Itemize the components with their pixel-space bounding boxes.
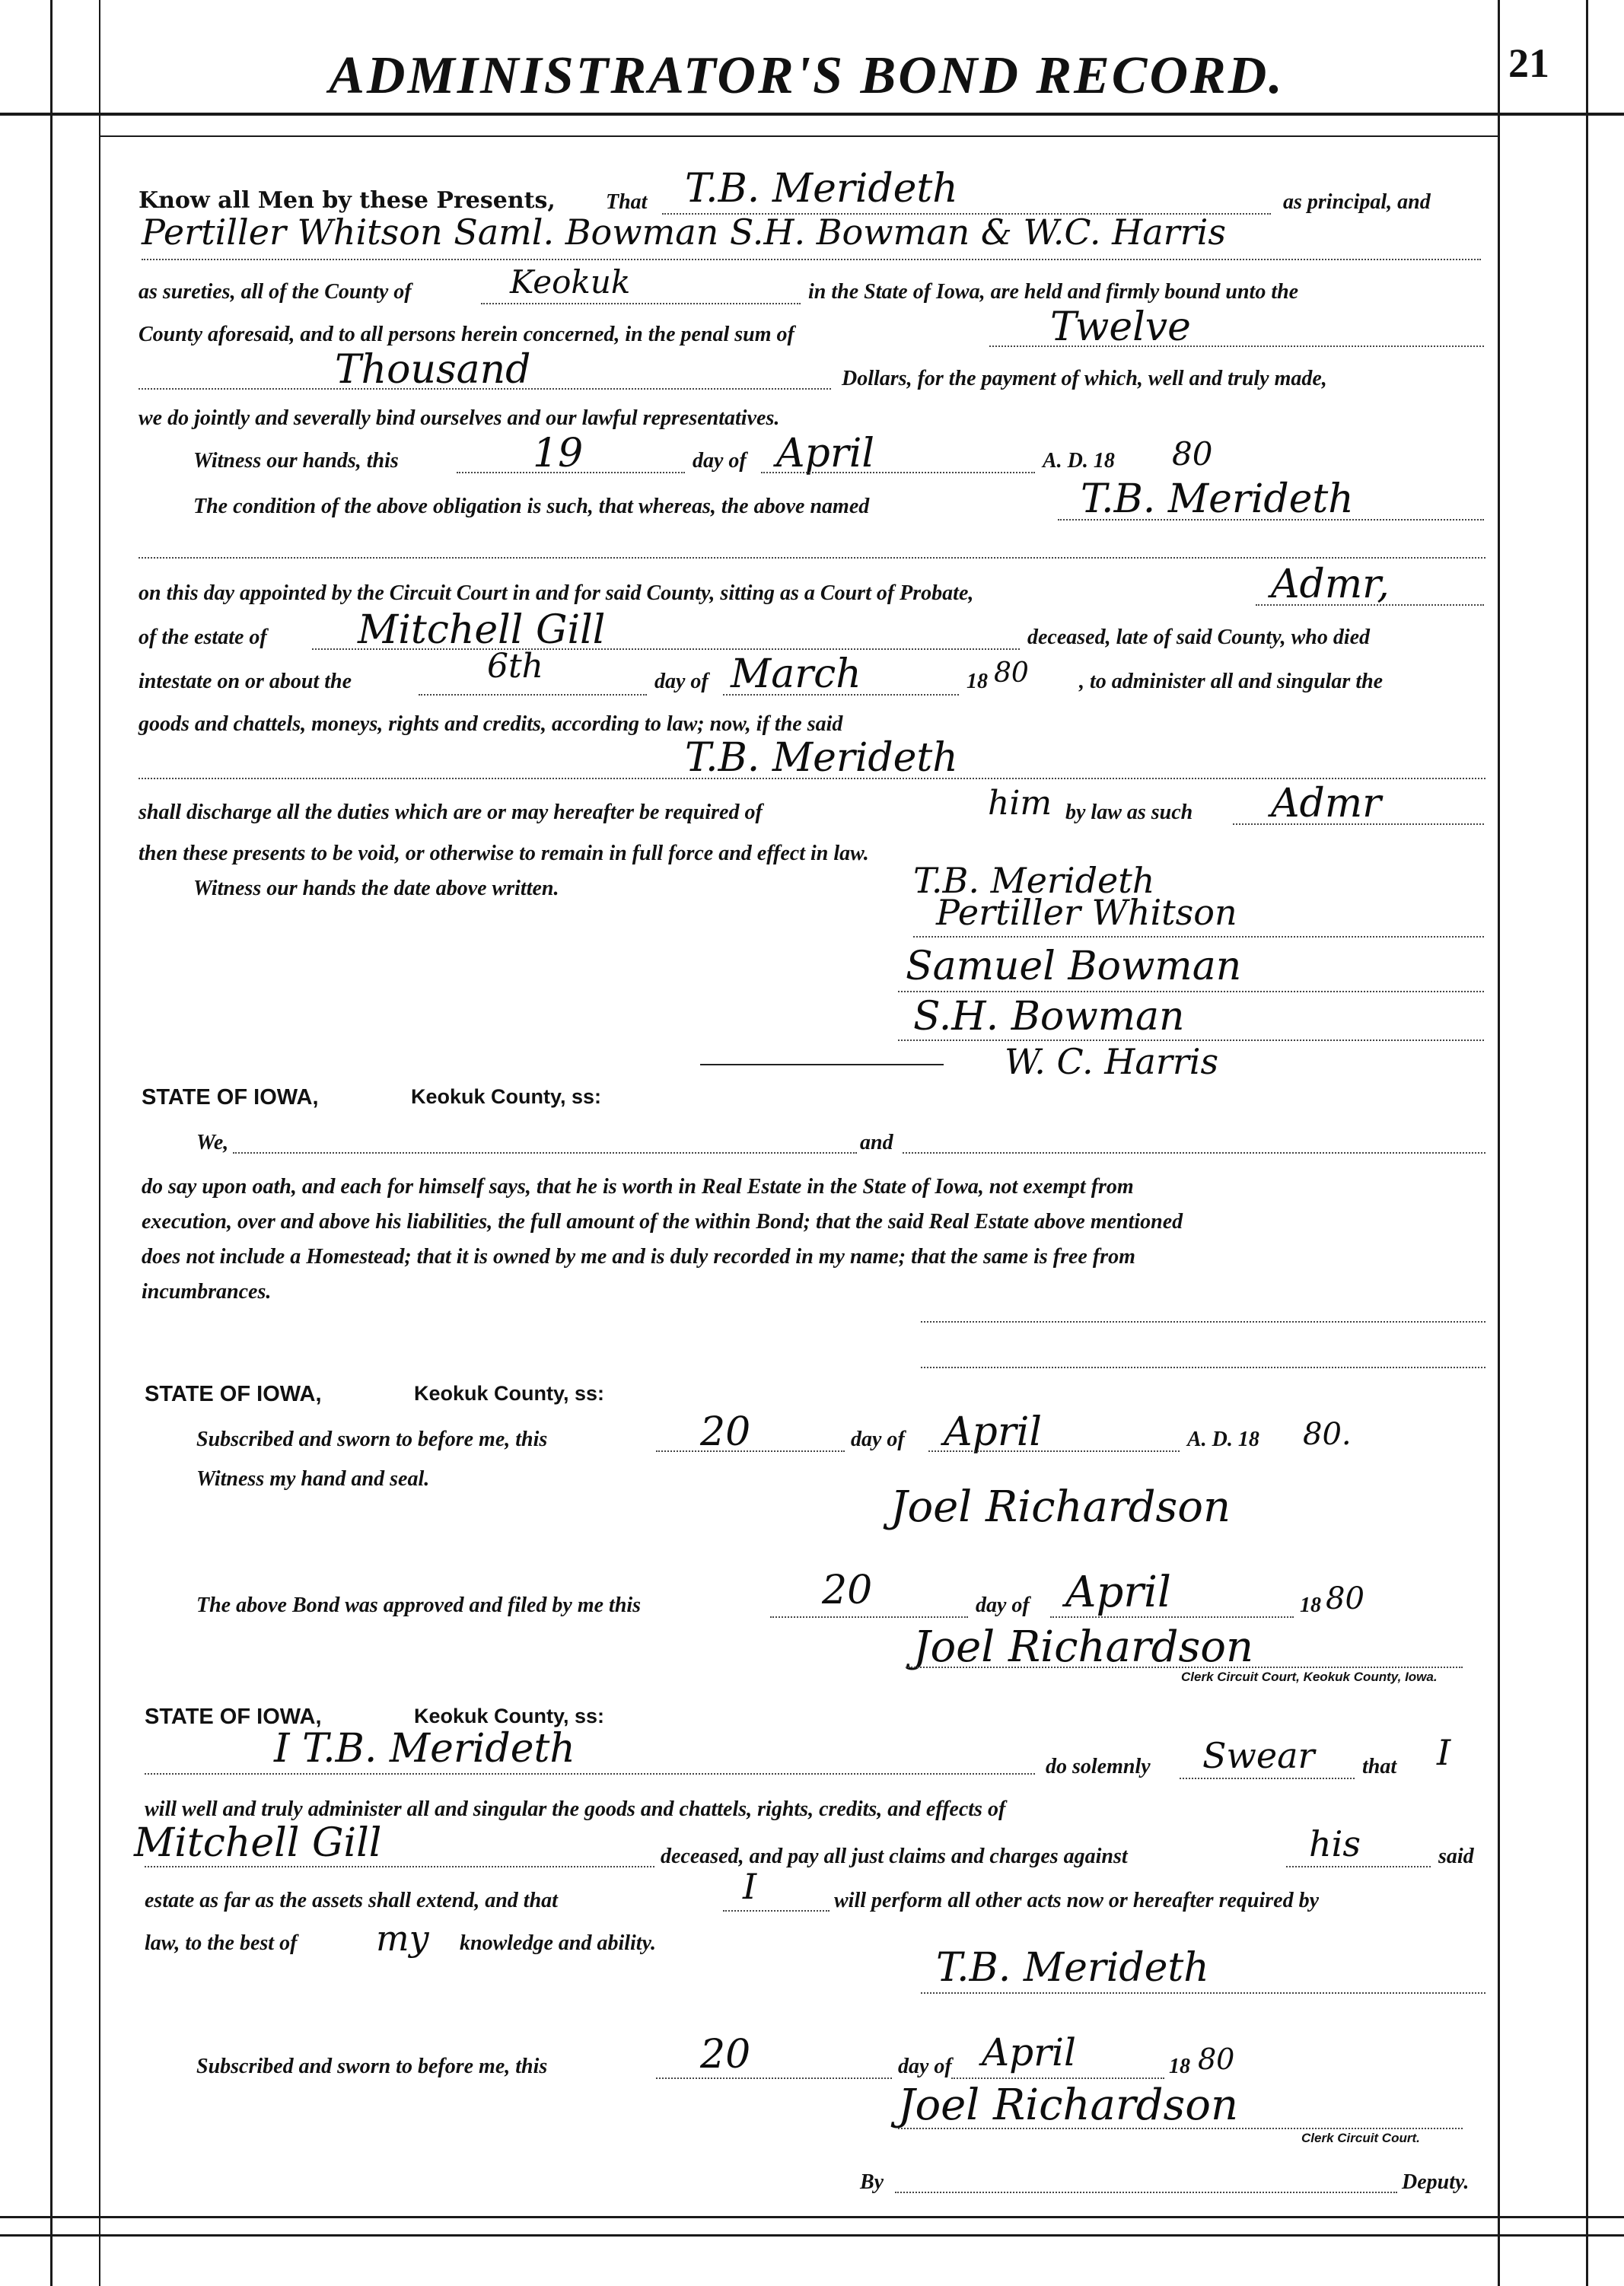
condition-name: T.B. Merideth — [1081, 476, 1354, 522]
right-border-line — [1498, 0, 1500, 2286]
signature-4: S.H. Bowman — [913, 994, 1185, 1040]
oath-his-line — [1286, 1866, 1431, 1867]
page-number: 21 — [1508, 40, 1549, 86]
header-rule-top — [0, 113, 1624, 116]
justification-sign-line-1 — [921, 1321, 1485, 1323]
section-divider — [700, 1064, 944, 1065]
blank-line — [139, 557, 1485, 559]
decedent-line — [312, 648, 1020, 650]
footer-rule-bottom — [0, 2234, 1624, 2237]
right-border-line-outer — [1586, 0, 1588, 2286]
oath-i: I — [743, 1866, 757, 1907]
jurat1-day-line — [656, 1450, 845, 1452]
approval-signature-line — [906, 1667, 1463, 1668]
oath-solemnly: do solemnly — [1046, 1755, 1151, 1778]
oath-my: my — [376, 1918, 429, 1959]
oath-signature: T.B. Merideth — [936, 1945, 1209, 1991]
oath-day-line — [656, 2077, 892, 2079]
oath-decedent: Mitchell Gill — [134, 1820, 382, 1866]
approval-month-line — [1050, 1616, 1294, 1618]
bond-line3-a: as sureties, all of the County of — [139, 280, 412, 304]
oath-his: his — [1309, 1823, 1361, 1864]
as-principal: as principal, and — [1283, 190, 1431, 214]
estate-a: of the estate of — [139, 626, 267, 649]
justification-and: and — [860, 1131, 893, 1154]
oath-state: STATE OF IOWA, — [145, 1705, 322, 1729]
county-line — [481, 303, 801, 304]
discharge-a: shall discharge all the duties which are or may hereafter be required of — [139, 801, 763, 824]
oath-clerk-line — [898, 2128, 1463, 2129]
bond-line3-b: in the State of Iowa, are held and firmly bound unto the — [808, 280, 1299, 304]
approval-clerk-caption: Clerk Circuit Court, Keokuk County, Iowa. — [1181, 1670, 1438, 1684]
oath-law-a: law, to the best of — [145, 1931, 298, 1955]
jurat1-sub-a: Subscribed and sworn to before me, this — [196, 1428, 548, 1451]
oath-law-b: knowledge and ability. — [460, 1931, 656, 1955]
witness-a: Witness our hands, this — [193, 449, 399, 473]
approval-year: 80 — [1326, 1581, 1364, 1616]
condition-text: The condition of the above obligation is such, that whereas, the above named — [193, 495, 870, 518]
witness-day: 19 — [533, 431, 584, 476]
oath-sub-b: day of — [898, 2055, 952, 2078]
approval-day-line — [770, 1616, 968, 1618]
oath-decedent-line — [145, 1866, 654, 1867]
jurat1-sub-c: A. D. 18 — [1187, 1428, 1259, 1451]
pronoun: him — [988, 784, 1052, 823]
oath-sub-a: Subscribed and sworn to before me, this — [196, 2055, 548, 2078]
appointed-role-line — [1256, 604, 1484, 606]
decedent-name: Mitchell Gill — [358, 607, 606, 653]
oath-county: Keokuk County, ss: — [414, 1705, 605, 1727]
approval-text-a: The above Bond was approved and filed by me this — [196, 1594, 642, 1617]
oath-month: April — [982, 2030, 1076, 2074]
signature-3: Samuel Bowman — [906, 944, 1242, 989]
void-text: then these presents to be void, or otherwise to remain in full force and effect in law. — [139, 842, 869, 865]
justification-county: Keokuk County, ss: — [411, 1085, 602, 1108]
witness-year: 80 — [1172, 435, 1213, 473]
jurat1-month: April — [944, 1409, 1042, 1455]
signature-2: Pertiller Whitson — [936, 892, 1237, 933]
left-border-line-inner — [99, 0, 100, 2286]
death-day: 6th — [487, 647, 544, 686]
said-name: T.B. Merideth — [685, 735, 958, 781]
estate-b: deceased, late of said County, who died — [1027, 626, 1371, 649]
intestate-a: intestate on or about the — [139, 670, 352, 693]
justification-we: We, — [196, 1131, 229, 1154]
justification-p4: incumbrances. — [142, 1280, 272, 1304]
oath-name-line — [145, 1773, 1035, 1775]
death-year: 80 — [994, 657, 1029, 689]
signature-line-1 — [913, 936, 1484, 938]
approval-day: 20 — [822, 1568, 873, 1613]
county-name: Keokuk — [510, 263, 631, 301]
intestate-d: , to administer all and singular the — [1079, 670, 1384, 693]
approval-text-c: 18 — [1300, 1594, 1321, 1617]
oath-clerk-signature: Joel Richardson — [898, 2081, 1239, 2130]
intestate-c: 18 — [966, 670, 988, 693]
oath-estate-b: will perform all other acts now or hereafter required by — [834, 1889, 1319, 1912]
oath-deceased: deceased, and pay all just claims and charges against — [661, 1845, 1128, 1868]
oath-name: I T.B. Merideth — [274, 1726, 575, 1772]
witness-day-line — [457, 472, 685, 473]
bond-line6: we do jointly and severally bind ourselves and our lawful representatives. — [139, 406, 780, 430]
oath-swear-line — [1180, 1778, 1355, 1779]
jurat1-signature: Joel Richardson — [890, 1482, 1231, 1532]
justification-p3: does not include a Homestead; that it is owned by me and is duly recorded in my name; that the same is free from — [142, 1245, 1135, 1269]
penal-sum-1: Twelve — [1050, 304, 1191, 350]
said-name-line — [139, 778, 1485, 779]
goods-text: goods and chattels, moneys, rights and credits, according to law; now, if the said — [139, 712, 843, 736]
header-rule-bottom — [99, 135, 1499, 137]
discharge-b: by law as such — [1065, 801, 1193, 824]
bond-line5: Dollars, for the payment of which, well and truly made, — [842, 367, 1327, 390]
death-month: March — [731, 651, 861, 697]
oath-line2: will well and truly administer all and singular the goods and chattels, rights, credits, and effects of — [145, 1797, 1006, 1821]
discharge-role: Admr — [1271, 781, 1382, 826]
oath-that: that — [1362, 1755, 1397, 1778]
footer-rule-top — [0, 2216, 1624, 2218]
oath-by: By — [860, 2170, 884, 2194]
jurat1-state: STATE OF IOWA, — [145, 1382, 322, 1406]
signature-5: W. C. Harris — [1005, 1041, 1219, 1082]
sureties-line — [142, 259, 1481, 260]
appointed-role: Admr, — [1271, 562, 1390, 607]
penal-sum-line-1 — [989, 345, 1484, 347]
signature-1: T.B. Merideth — [913, 860, 1155, 901]
oath-sub-c: 18 — [1169, 2055, 1190, 2078]
bond-line4: County aforesaid, and to all persons herein concerned, in the penal sum of — [139, 323, 794, 346]
witness-month-line — [761, 472, 1035, 473]
oath-month-line — [951, 2077, 1164, 2079]
justification-state: STATE OF IOWA, — [142, 1085, 319, 1110]
approval-month: April — [1065, 1568, 1171, 1617]
justification-and-line — [903, 1152, 1485, 1154]
witness-c: A. D. 18 — [1043, 449, 1115, 473]
oath-signature-line — [921, 1992, 1485, 1994]
oath-swear: Swear — [1202, 1735, 1315, 1776]
oath-said: said — [1438, 1845, 1474, 1868]
oath-estate-a: estate as far as the assets shall extend, and that — [145, 1889, 558, 1912]
approval-signature: Joel Richardson — [913, 1622, 1254, 1672]
left-border-line — [50, 0, 53, 2286]
bond-intro: Know all Men by these Presents, — [139, 187, 556, 214]
jurat1-year: 80. — [1303, 1417, 1352, 1452]
jurat1-witness: Witness my hand and seal. — [196, 1467, 430, 1491]
death-month-line — [723, 694, 959, 696]
jurat1-day: 20 — [700, 1409, 751, 1455]
bond-that: That — [606, 190, 648, 214]
record-title: ADMINISTRATOR'S BOND RECORD. — [329, 46, 1285, 105]
death-day-line — [419, 694, 647, 696]
discharge-role-line — [1233, 823, 1484, 825]
witness-month: April — [776, 431, 874, 476]
oath-i-line — [723, 1910, 830, 1912]
oath-deputy: Deputy. — [1402, 2170, 1470, 2194]
signature-line-2 — [898, 991, 1484, 992]
penal-sum-line-2 — [139, 388, 831, 390]
jurat1-sub-b: day of — [851, 1428, 905, 1451]
condition-line — [1058, 519, 1484, 521]
oath-day: 20 — [700, 2032, 751, 2077]
justification-we-line — [233, 1152, 857, 1154]
oath-that-pronoun: I — [1437, 1732, 1451, 1773]
oath-deputy-line — [895, 2192, 1397, 2193]
penal-sum-2: Thousand — [335, 347, 531, 393]
jurat1-month-line — [928, 1450, 1180, 1452]
justification-sign-line-2 — [921, 1367, 1485, 1368]
witness-date: Witness our hands the date above written. — [193, 877, 559, 900]
intestate-b: day of — [654, 670, 709, 693]
appointed-text: on this day appointed by the Circuit Court in and for said County, sitting as a Court of Probate, — [139, 581, 974, 605]
oath-year: 80 — [1198, 2042, 1235, 2076]
oath-clerk-caption: Clerk Circuit Court. — [1301, 2131, 1420, 2145]
witness-b: day of — [693, 449, 747, 473]
justification-p2: execution, over and above his liabilities, the full amount of the within Bond; that the said Real Estate above mentioned — [142, 1210, 1183, 1234]
justification-p1: do say upon oath, and each for himself says, that he is worth in Real Estate in the State of Iowa, not exempt from — [142, 1175, 1134, 1199]
jurat1-county: Keokuk County, ss: — [414, 1382, 605, 1405]
approval-text-b: day of — [976, 1594, 1030, 1617]
sureties-names: Pertiller Whitson Saml. Bowman S.H. Bowman & W.C. Harris — [142, 212, 1226, 253]
principal-name: T.B. Merideth — [685, 166, 958, 212]
